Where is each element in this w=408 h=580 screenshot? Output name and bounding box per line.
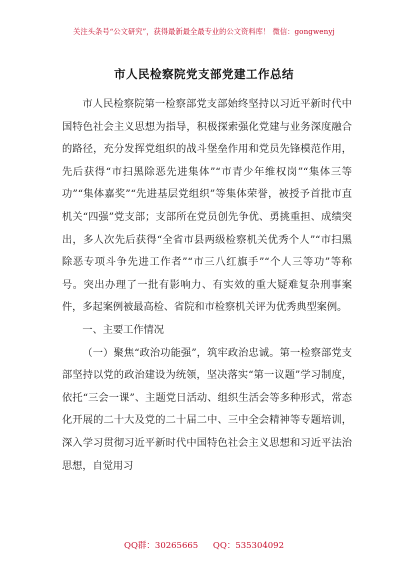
qq-group: QQ群：30265665 <box>123 541 199 551</box>
header-notice: 关注头条号“公文研究”，获得最新最全最专业的公文资料库！ 微信：gongwenyj <box>73 27 335 36</box>
paragraph-political: （一）聚焦“政治功能强”，筑牢政治忠诚。第一检察部党支部坚持以党的政治建设为统领，坚决落实“第一议题”学习制度，依托“三会一课”、主题党日活动、组织生活会等多种形式，常态化开展的二十大及党的二十届二中、三中全会精神等专题培训，深入学习贯彻习近平新时代中国特色社会主义思想和习近平法治思想，自觉用习 <box>62 347 352 472</box>
qq-number: QQ：535304092 <box>212 541 284 551</box>
paragraph-intro: 市人民检察院第一检察部党支部始终坚持以习近平新时代中国特色社会主义思想为指导，积极探索强化党建与业务深度融合的路径，充分发挥党组织的战斗堡垒作用和党员先锋模范作用，先后获得“市扫黑除恶先进集体”“市青少年维权岗”“集体三等功”“集体嘉奖”“先进基层党组织”等集体荣誉，被授予首批市直机关“四强”党支部；支部所在党员创先争优、勇挑重担、成绩突出，多人次先后获得“全省市县两级检察机关优秀个人”“市扫黑除恶专项斗争先进工作者”“市三八红旗手”“个人三等功”等称号。突出办理了一批有影响力、有实效的重大疑难复杂刑事案件，多起案例被最高检、省院和市检察机关评为优秀典型案例。 <box>62 99 352 314</box>
section-heading: 一、主要工作情况 <box>82 324 164 336</box>
document-body <box>62 94 352 540</box>
page-title: 市人民检察院党支部党建工作总结 <box>114 67 294 81</box>
footer-contact <box>0 539 408 551</box>
